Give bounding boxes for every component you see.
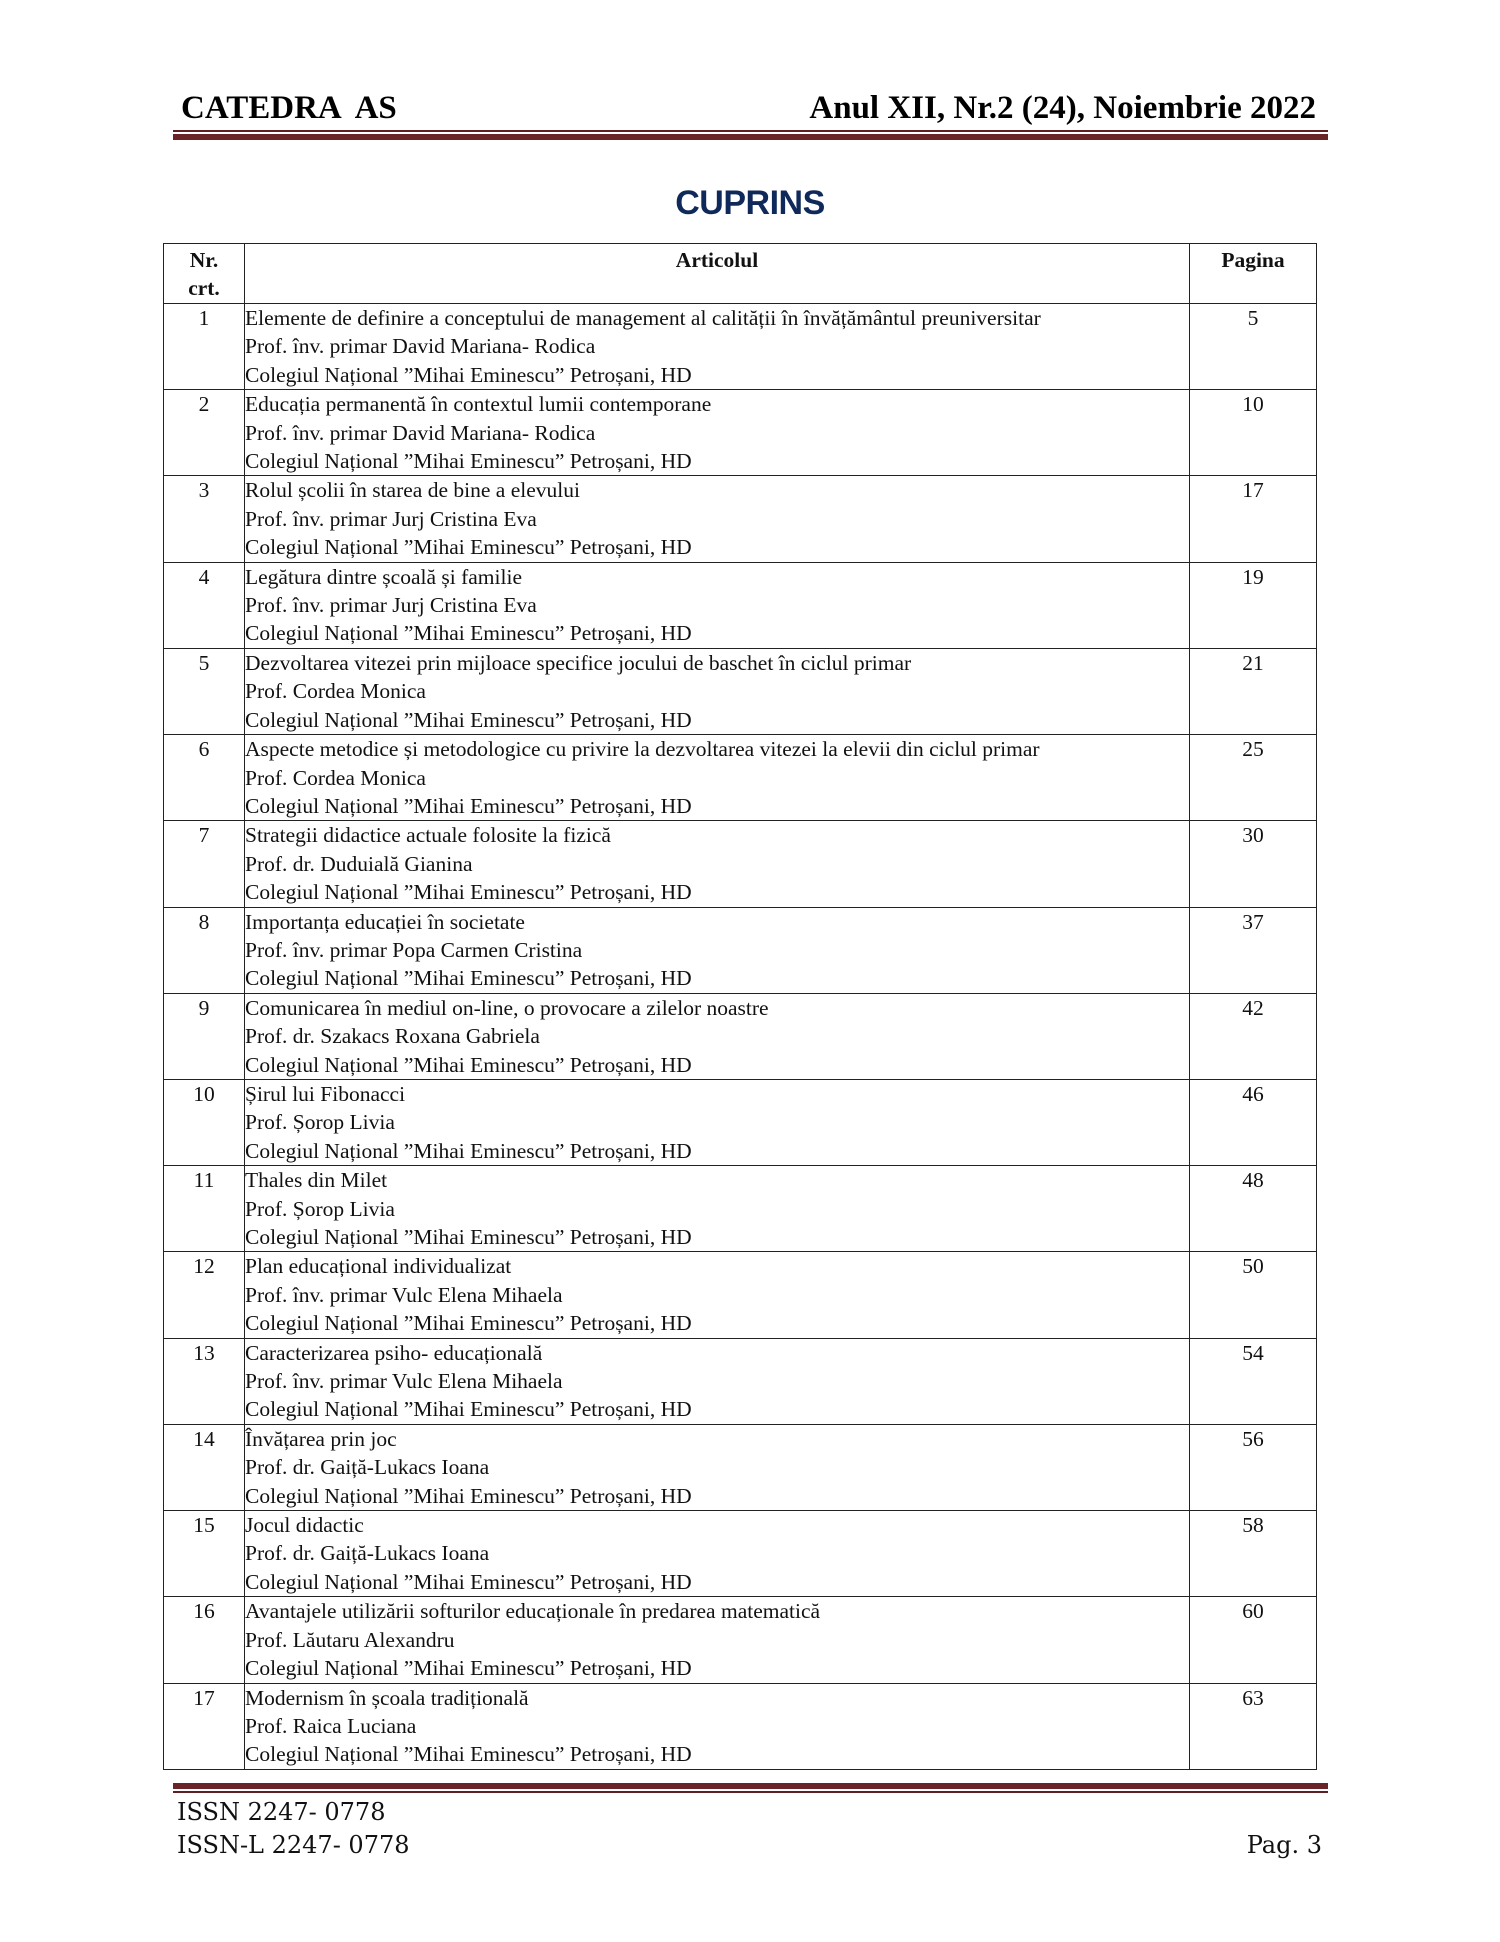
article-cell bbox=[245, 476, 1190, 562]
row-number: 4 bbox=[164, 562, 245, 648]
article-page: 25 bbox=[1190, 735, 1317, 821]
row-number: 6 bbox=[164, 735, 245, 821]
article-author: Prof. dr. Szakacs Roxana Gabriela bbox=[245, 1024, 540, 1049]
article-school: Colegiul Național ”Mihai Eminescu” Petroșani, HD bbox=[245, 707, 692, 732]
table-row bbox=[164, 735, 1317, 821]
article-school: Colegiul Național ”Mihai Eminescu” Petroșani, HD bbox=[245, 1052, 692, 1077]
table-row bbox=[164, 1166, 1317, 1252]
article-author: Prof. Șorop Livia bbox=[245, 1196, 395, 1221]
article-page: 50 bbox=[1190, 1252, 1317, 1338]
article-author: Prof. Cordea Monica bbox=[245, 679, 426, 704]
table-row bbox=[164, 1079, 1317, 1165]
article-author: Prof. Șorop Livia bbox=[245, 1110, 395, 1135]
article-school: Colegiul Național ”Mihai Eminescu” Petroșani, HD bbox=[245, 535, 692, 560]
article-cell bbox=[245, 907, 1190, 993]
table-row bbox=[164, 1683, 1317, 1769]
article-page: 54 bbox=[1190, 1338, 1317, 1424]
article-title: Elemente de definire a conceptului de management al calității în învățământul preuniversitar bbox=[245, 306, 1041, 330]
issn-l: ISSN-L 2247- 0778 bbox=[177, 1831, 410, 1859]
table-row bbox=[164, 1597, 1317, 1683]
table-row bbox=[164, 390, 1317, 476]
article-page: 48 bbox=[1190, 1166, 1317, 1252]
page-number: Pag. 3 bbox=[1246, 1831, 1322, 1859]
article-page: 56 bbox=[1190, 1424, 1317, 1510]
row-number: 15 bbox=[164, 1511, 245, 1597]
article-school: Colegiul Național ”Mihai Eminescu” Petroșani, HD bbox=[245, 1569, 692, 1594]
row-number: 14 bbox=[164, 1424, 245, 1510]
row-number: 16 bbox=[164, 1597, 245, 1683]
article-school: Colegiul Național ”Mihai Eminescu” Petroșani, HD bbox=[245, 621, 692, 646]
article-author: Prof. dr. Duduială Gianina bbox=[245, 851, 473, 876]
footer-rule-thick bbox=[173, 1783, 1328, 1789]
article-title: Avantajele utilizării softurilor educaționale în predarea matematică bbox=[245, 1599, 821, 1624]
row-number: 8 bbox=[164, 907, 245, 993]
article-page: 37 bbox=[1190, 907, 1317, 993]
article-cell bbox=[245, 1338, 1190, 1424]
article-author: Prof. înv. primar Vulc Elena Mihaela bbox=[245, 1369, 563, 1394]
article-title: Caracterizarea psiho- educațională bbox=[245, 1340, 543, 1365]
article-author: Prof. dr. Gaiță-Lukacs Ioana bbox=[245, 1455, 490, 1480]
article-title: Aspecte metodice și metodologice cu privire la dezvoltarea vitezei la elevii din ciclul primar bbox=[245, 737, 1040, 762]
article-cell bbox=[245, 1511, 1190, 1597]
issn: ISSN 2247- 0778 bbox=[177, 1798, 386, 1826]
article-school: Colegiul Național ”Mihai Eminescu” Petroșani, HD bbox=[245, 1742, 692, 1767]
article-author: Prof. înv. primar Vulc Elena Mihaela bbox=[245, 1282, 563, 1307]
article-author: Prof. înv. primar Jurj Cristina Eva bbox=[245, 506, 537, 531]
article-cell bbox=[245, 1079, 1190, 1165]
table-row bbox=[164, 821, 1317, 907]
article-cell bbox=[245, 821, 1190, 907]
row-number: 13 bbox=[164, 1338, 245, 1424]
article-author: Prof. înv. primar David Mariana- Rodica bbox=[245, 420, 596, 445]
column-header-article: Articolul bbox=[245, 244, 1190, 304]
article-cell bbox=[245, 562, 1190, 648]
article-author: Prof. Lăutaru Alexandru bbox=[245, 1627, 455, 1652]
table-row bbox=[164, 476, 1317, 562]
article-author: Prof. dr. Gaiță-Lukacs Ioana bbox=[245, 1541, 490, 1566]
table-of-contents bbox=[163, 243, 1317, 1770]
article-school: Colegiul Național ”Mihai Eminescu” Petroșani, HD bbox=[245, 1311, 692, 1336]
article-title: Thales din Milet bbox=[245, 1168, 388, 1193]
article-title: Jocul didactic bbox=[245, 1513, 364, 1538]
table-row bbox=[164, 1511, 1317, 1597]
table-body bbox=[164, 304, 1317, 1770]
row-number: 2 bbox=[164, 390, 245, 476]
table-row bbox=[164, 1424, 1317, 1510]
article-title: Șirul lui Fibonacci bbox=[245, 1081, 406, 1106]
article-school: Colegiul Național ”Mihai Eminescu” Petroșani, HD bbox=[245, 966, 692, 991]
article-page: 19 bbox=[1190, 562, 1317, 648]
table-row bbox=[164, 304, 1317, 390]
table-row bbox=[164, 1252, 1317, 1338]
article-school: Colegiul Național ”Mihai Eminescu” Petroșani, HD bbox=[245, 1397, 692, 1422]
column-header-nr bbox=[164, 244, 245, 304]
row-number: 17 bbox=[164, 1683, 245, 1769]
table-row bbox=[164, 1338, 1317, 1424]
row-number: 7 bbox=[164, 821, 245, 907]
article-title: Legătura dintre școală și familie bbox=[245, 564, 522, 589]
row-number: 9 bbox=[164, 993, 245, 1079]
table-row bbox=[164, 907, 1317, 993]
article-school: Colegiul Național ”Mihai Eminescu” Petroșani, HD bbox=[245, 362, 692, 387]
article-cell bbox=[245, 648, 1190, 734]
article-school: Colegiul Național ”Mihai Eminescu” Petroșani, HD bbox=[245, 1138, 692, 1163]
article-cell bbox=[245, 390, 1190, 476]
article-page: 10 bbox=[1190, 390, 1317, 476]
footer-rule-thin bbox=[173, 1791, 1328, 1793]
table-row bbox=[164, 993, 1317, 1079]
table-header-row bbox=[164, 244, 1317, 304]
article-title: Plan educațional individualizat bbox=[245, 1254, 512, 1279]
column-header-page: Pagina bbox=[1190, 244, 1317, 304]
article-cell bbox=[245, 304, 1190, 390]
article-page: 63 bbox=[1190, 1683, 1317, 1769]
article-author: Prof. Raica Luciana bbox=[245, 1713, 417, 1738]
article-author: Prof. înv. primar Jurj Cristina Eva bbox=[245, 593, 537, 618]
article-page: 21 bbox=[1190, 648, 1317, 734]
row-number: 3 bbox=[164, 476, 245, 562]
row-number: 11 bbox=[164, 1166, 245, 1252]
header-rule-thin bbox=[173, 130, 1328, 132]
article-school: Colegiul Național ”Mihai Eminescu” Petroșani, HD bbox=[245, 793, 692, 818]
article-cell bbox=[245, 735, 1190, 821]
article-cell bbox=[245, 1166, 1190, 1252]
column-header-nr-line2: crt. bbox=[188, 276, 220, 300]
article-page: 58 bbox=[1190, 1511, 1317, 1597]
article-author: Prof. înv. primar Popa Carmen Cristina bbox=[245, 937, 583, 962]
article-cell bbox=[245, 993, 1190, 1079]
article-title: Educația permanentă în contextul lumii contemporane bbox=[245, 392, 712, 417]
article-cell bbox=[245, 1597, 1190, 1683]
article-title: Importanța educației în societate bbox=[245, 909, 525, 934]
article-author: Prof. înv. primar David Mariana- Rodica bbox=[245, 334, 596, 359]
article-title: Rolul școlii în starea de bine a elevului bbox=[245, 478, 580, 503]
article-page: 5 bbox=[1190, 304, 1317, 390]
column-header-nr-line1: Nr. bbox=[189, 248, 219, 272]
article-page: 60 bbox=[1190, 1597, 1317, 1683]
page-title: CUPRINS bbox=[675, 184, 825, 222]
article-page: 30 bbox=[1190, 821, 1317, 907]
article-school: Colegiul Național ”Mihai Eminescu” Petroșani, HD bbox=[245, 1225, 692, 1249]
header-rule-thick bbox=[173, 134, 1328, 140]
table-row bbox=[164, 648, 1317, 734]
article-cell bbox=[245, 1424, 1190, 1510]
row-number: 12 bbox=[164, 1252, 245, 1338]
article-school: Colegiul Național ”Mihai Eminescu” Petroșani, HD bbox=[245, 449, 692, 474]
journal-name: CATEDRA AS bbox=[181, 90, 397, 126]
row-number: 5 bbox=[164, 648, 245, 734]
article-school: Colegiul Național ”Mihai Eminescu” Petroșani, HD bbox=[245, 1656, 692, 1681]
row-number: 10 bbox=[164, 1079, 245, 1165]
issue-info: Anul XII, Nr.2 (24), Noiembrie 2022 bbox=[809, 90, 1316, 126]
table-row bbox=[164, 562, 1317, 648]
article-cell bbox=[245, 1683, 1190, 1769]
article-cell bbox=[245, 1252, 1190, 1338]
article-title: Strategii didactice actuale folosite la fizică bbox=[245, 823, 611, 848]
article-title: Modernism în școala tradițională bbox=[245, 1685, 529, 1710]
article-school: Colegiul Național ”Mihai Eminescu” Petroșani, HD bbox=[245, 880, 692, 905]
article-title: Dezvoltarea vitezei prin mijloace specifice jocului de baschet în ciclul primar bbox=[245, 650, 912, 675]
article-title: Comunicarea în mediul on-line, o provocare a zilelor noastre bbox=[245, 995, 769, 1020]
article-page: 17 bbox=[1190, 476, 1317, 562]
row-number: 1 bbox=[164, 304, 245, 390]
article-author: Prof. Cordea Monica bbox=[245, 765, 426, 790]
article-page: 46 bbox=[1190, 1079, 1317, 1165]
article-title: Învățarea prin joc bbox=[245, 1426, 397, 1451]
article-page: 42 bbox=[1190, 993, 1317, 1079]
article-school: Colegiul Național ”Mihai Eminescu” Petroșani, HD bbox=[245, 1483, 692, 1508]
